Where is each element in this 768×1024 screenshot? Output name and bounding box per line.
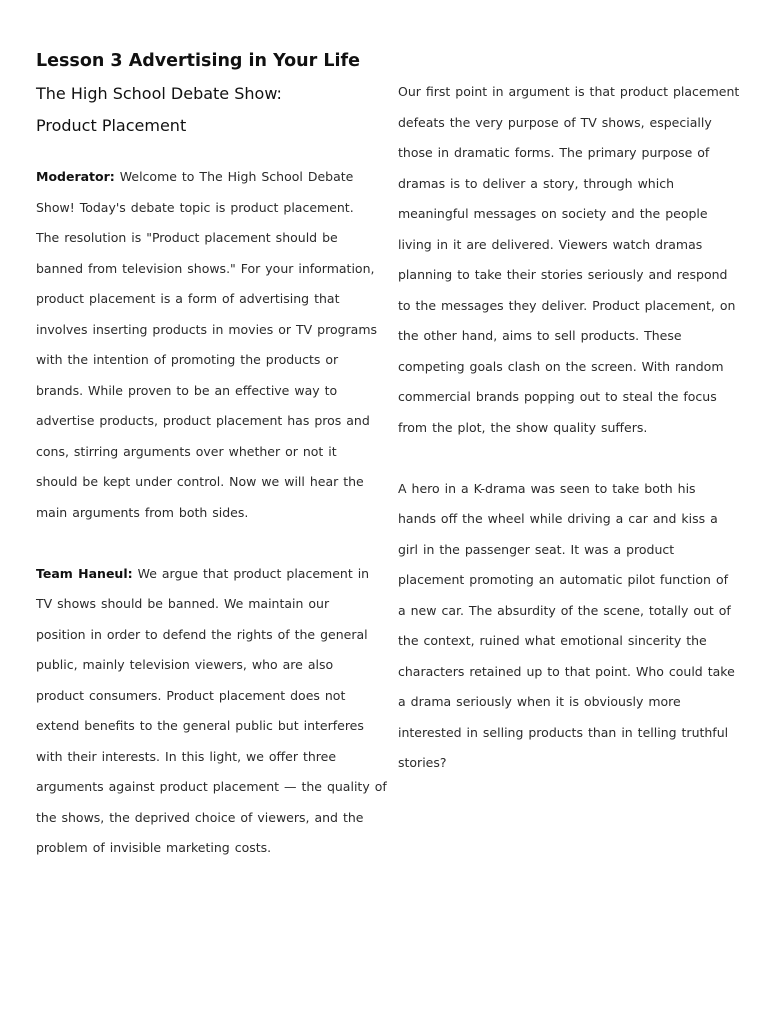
paragraph-gap (398, 443, 738, 474)
paragraph-line: with their interests. In this light, we offer three (36, 748, 337, 764)
paragraph-line: characters retained up to that point. Who could take (398, 663, 735, 679)
subtitle-line-2: Product Placement (36, 116, 187, 135)
paragraph-line: defeats the very purpose of TV shows, especially (398, 114, 712, 130)
paragraph-line: hands off the wheel while driving a car and kiss a (398, 511, 718, 526)
paragraph-line: banned from television shows." For your information, (36, 260, 375, 276)
quality-argument-paragraph (398, 77, 738, 443)
paragraph-line: to the messages they deliver. Product placement, on (398, 297, 736, 313)
paragraph-line: from the plot, the show quality suffers. (398, 419, 648, 435)
paragraph-line: A hero in a K-drama was seen to take both his (398, 480, 696, 496)
subtitle (36, 78, 376, 142)
paragraph-line: Our first point in argument is that product placement (398, 84, 740, 99)
paragraph-line: stories? (398, 755, 447, 770)
paragraph-line: those in dramatic forms. The primary purpose of (398, 145, 710, 160)
paragraph-line: girl in the passenger seat. It was a product (398, 541, 675, 557)
paragraph-line: product consumers. Product placement does not (36, 687, 346, 703)
paragraph-line: should be kept under control. Now we will hear the (36, 474, 364, 489)
paragraph-line: commercial brands popping out to steal the focus (398, 389, 717, 404)
paragraph-line: with the intention of promoting the products or (36, 352, 339, 367)
lesson-title: Lesson 3 Advertising in Your Life (36, 51, 360, 71)
paragraph-line: The resolution is "Product placement should be (36, 230, 338, 245)
paragraph-line: competing goals clash on the screen. With random (398, 358, 724, 374)
paragraph-line: the other hand, aims to sell products. These (398, 328, 682, 343)
paragraph-line: involves inserting products in movies or TV programs (36, 321, 378, 337)
right-column (398, 77, 738, 779)
paragraph-line: the context, ruined what emotional sincerity the (398, 633, 707, 648)
left-column (36, 48, 387, 864)
paragraph-line: extend benefits to the general public but interferes (36, 718, 364, 733)
paragraph-line: public, mainly television viewers, who are also (36, 657, 334, 672)
paragraph-line: Moderator: Welcome to The High School Debate (36, 169, 354, 184)
subtitle-line-1: The High School Debate Show: (36, 84, 282, 103)
paragraph-line: placement promoting an automatic pilot function of (398, 572, 728, 587)
paragraph-line: Team Haneul: We argue that product placement in (36, 565, 370, 581)
paragraph-line: position in order to defend the rights of the general (36, 626, 368, 642)
team-haneul-speaker-label: Team Haneul: (36, 565, 133, 581)
paragraph-line: TV shows should be banned. We maintain our (36, 596, 330, 611)
paragraph-line: brands. While proven to be an effective way to (36, 382, 338, 398)
paragraph-line: interested in selling products than in telling truthful (398, 724, 729, 740)
paragraph-line: main arguments from both sides. (36, 504, 249, 520)
k-drama-example-paragraph (398, 474, 738, 779)
paragraph-line: meaningful messages on society and the people (398, 206, 708, 221)
paragraph-line: product placement is a form of advertising that (36, 291, 340, 306)
paragraph-line: problem of invisible marketing costs. (36, 840, 272, 855)
moderator-paragraph (36, 162, 376, 528)
paragraph-line: a drama seriously when it is obviously more (398, 694, 681, 709)
paragraph-line: a new car. The absurdity of the scene, totally out of (398, 602, 731, 618)
paragraph-line: cons, stirring arguments over whether or not it (36, 443, 337, 459)
team-haneul-paragraph (36, 559, 387, 864)
paragraph-line: Show! Today's debate topic is product placement. (36, 199, 354, 215)
paragraph-line: living in it are delivered. Viewers watch dramas (398, 236, 703, 252)
paragraph-line: planning to take their stories seriously and respond (398, 267, 728, 282)
paragraph-line: arguments against product placement — the quality of (36, 779, 387, 794)
moderator-speaker-label: Moderator: (36, 169, 115, 184)
paragraph-line: advertise products, product placement has pros and (36, 413, 370, 428)
paragraph-gap (36, 528, 376, 559)
paragraph-line: the shows, the deprived choice of viewers, and the (36, 809, 364, 825)
paragraph-line: dramas is to deliver a story, through which (398, 175, 674, 191)
